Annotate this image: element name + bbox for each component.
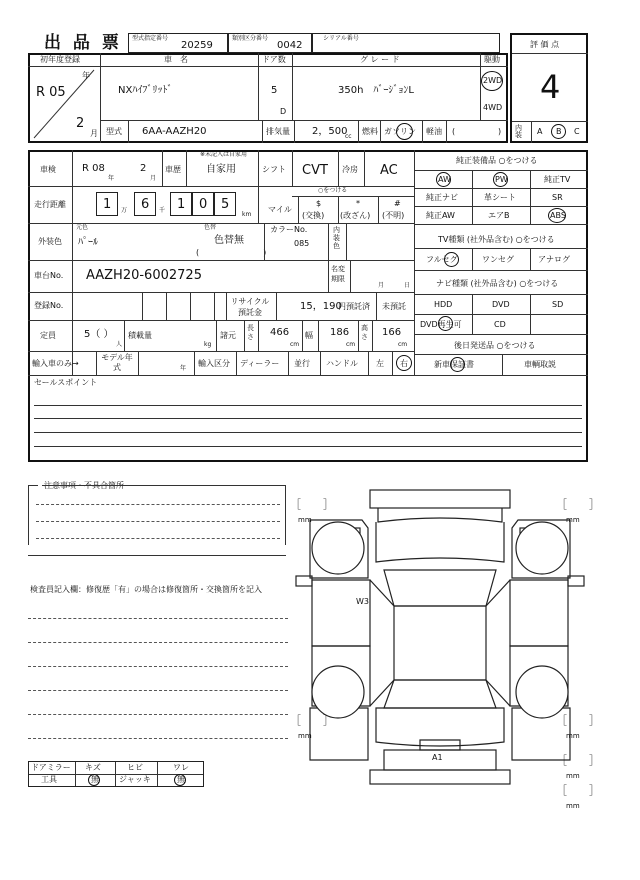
width-unit: cm: [346, 341, 356, 348]
mileage-circle-note: ○をつける: [318, 187, 348, 194]
mileage-man: 万: [121, 207, 128, 214]
drive-label: 駆動: [484, 55, 500, 64]
exterior-label: 外装色: [38, 237, 62, 246]
mileage-kaizan: (改ざん): [340, 211, 371, 220]
shaken-label: 車検: [40, 165, 56, 174]
import-type-label: 輸入区分: [198, 359, 230, 368]
digit-text: 6: [141, 197, 150, 212]
tv-oneseg: ワンセグ: [482, 255, 514, 264]
equip-abs-circle: [548, 208, 566, 223]
damage-mark-a1: A1: [432, 753, 443, 762]
mileage-digit-2: [134, 192, 156, 216]
navi-dvd: DVD: [492, 300, 510, 309]
drive-2wd-circle: [481, 71, 503, 91]
ruibetsu-value: 0042: [277, 40, 303, 51]
mileage-digit-4: [192, 192, 214, 216]
katashiki-box: [128, 33, 228, 53]
tools-value-circle: [88, 774, 100, 786]
naigai-a: A: [537, 127, 543, 136]
digit-text: 1: [177, 197, 186, 212]
notes-label: 注意事項・不具合箇所: [44, 481, 124, 490]
naigai-b: B: [556, 127, 562, 136]
naigai-label: 内装: [515, 124, 522, 139]
height-unit: cm: [398, 341, 408, 348]
first-reg-month: 2: [76, 116, 85, 131]
aircon: AC: [380, 163, 398, 178]
mileage-digit-3: [170, 192, 192, 216]
history-label: 車歴: [165, 165, 181, 174]
ruibetsu-box: [228, 33, 312, 53]
damage-mark-w3: W3: [356, 597, 369, 606]
ruibetsu-label: 類別区分番号: [232, 35, 269, 42]
navi-cd: CD: [494, 320, 506, 329]
bracket-rear-right-2: ［ ］: [556, 754, 600, 767]
capacity-label: 定員: [40, 331, 56, 340]
hibi-label: ヒビ: [127, 763, 143, 772]
capacity: 5（ ）: [84, 329, 114, 340]
height-label: 高さ: [361, 324, 368, 341]
length: 466: [270, 327, 290, 338]
equipment-title: 純正装備品 ○をつける: [456, 156, 538, 165]
diesel-label: 軽油: [426, 127, 442, 136]
original-color: ﾊﾟｰﾙ: [78, 237, 98, 248]
dims-label: 諸元: [220, 331, 236, 340]
bracket-front-right: ［ ］: [556, 498, 600, 511]
import-dealer: ディーラー: [240, 359, 280, 368]
load-unit: kg: [204, 341, 212, 348]
mileage-km: km: [242, 211, 252, 218]
car-name-label: 車 名: [164, 55, 188, 64]
displacement: 2，500: [312, 126, 348, 137]
serial-label: シリアル番号: [323, 35, 359, 42]
mileage-exchange-symbol: $: [316, 199, 322, 208]
bracket-rear-right-mm: mm: [566, 732, 580, 740]
digit-text: 1: [103, 197, 112, 212]
shift-label: シフト: [262, 165, 286, 174]
first-reg-era: R 05: [36, 85, 66, 100]
katashiki-label: 型式指定番号: [132, 35, 169, 42]
equip-tv: 純正TV: [544, 175, 571, 184]
interior-color-label: 内装色: [333, 226, 340, 250]
later-warranty-circle: [450, 357, 465, 372]
import-parallel: 並行: [294, 359, 310, 368]
model: 6AA-AAZH20: [142, 126, 207, 137]
page-title: 出 品 票: [44, 33, 122, 53]
jack-value: 無: [177, 775, 185, 784]
ware-label: ワレ: [173, 763, 189, 772]
history: 自家用: [206, 164, 236, 175]
bracket-bottom: ［ ］: [556, 784, 600, 797]
drive-4wd: 4WD: [483, 103, 503, 112]
score-value: 4: [540, 68, 561, 106]
capacity-unit: 人: [116, 341, 123, 348]
length-label: 長さ: [247, 324, 254, 341]
equip-aw: AW: [438, 175, 451, 184]
recycle-amount: 15，190: [300, 301, 342, 312]
digit-text: 5: [221, 197, 230, 212]
chassis-label: 車台No.: [34, 271, 64, 280]
grade: 350h ﾊﾞｰｼﾞｮﾝL: [338, 85, 414, 96]
tv-title: TV種類 (社外品含む) ○をつける: [438, 235, 555, 244]
handle-right-circle: [396, 355, 412, 371]
inspector-label: 検査員記入欄：修復歴「有」の場合は修復箇所・交換箇所を記入: [30, 585, 262, 594]
score-box: [510, 33, 588, 143]
fuel-gasoline: ガソリン: [384, 127, 416, 136]
fuel-gasoline-circle: [396, 123, 413, 140]
aircon-label: 冷房: [342, 165, 358, 174]
tools-label: 工具: [41, 775, 57, 784]
fuel-label: 燃料: [362, 127, 378, 136]
equip-sr: SR: [552, 193, 563, 202]
equip-abs: ABS: [550, 211, 566, 220]
later-title: 後日発送品 ○をつける: [454, 341, 536, 350]
later-manual: 車輌取説: [524, 360, 556, 369]
navi-sd: SD: [552, 300, 564, 309]
import-label: 輸入車のみ→: [32, 359, 79, 368]
handle-right: 右: [400, 359, 408, 368]
car-damage-diagram: [290, 470, 600, 820]
equip-aw2: 純正AW: [426, 211, 455, 220]
navi-title: ナビ種類 (社外品含む) ○をつける: [436, 279, 559, 288]
equip-navi: 純正ナビ: [426, 193, 458, 202]
reg-label: 登録No.: [34, 301, 64, 310]
bracket-bottom-mm: mm: [566, 802, 580, 810]
mileage-digit-5: [214, 192, 236, 216]
doors-label: ドア数: [262, 55, 286, 64]
serial-box: [312, 33, 500, 53]
height: 166: [382, 327, 402, 338]
navi-dvdplay: DVD再生可: [420, 320, 462, 329]
mileage-sen: 千: [159, 207, 166, 214]
shaken-era: R 08: [82, 163, 105, 174]
kizu-label: キズ: [85, 763, 101, 772]
recycle-suffix: 円預託済: [338, 302, 370, 311]
drive-2wd: 2WD: [483, 76, 503, 85]
displacement-label: 排気量: [266, 127, 290, 136]
tv-fullseg-circle: [444, 252, 459, 267]
bracket-rear-left-mm: mm: [298, 732, 312, 740]
mileage-digit-1: [96, 192, 118, 216]
shift: CVT: [302, 163, 328, 178]
paint-paren: ( ): [196, 248, 267, 257]
first-reg-year-unit: 年: [82, 71, 90, 80]
bracket-front-left: ［ ］: [290, 498, 334, 511]
shaken-month-unit: 月: [150, 175, 157, 182]
tv-analog: アナログ: [538, 255, 570, 264]
navi-dvdplay-circle: [438, 316, 453, 331]
recycle-label: リサイクル預託金: [230, 297, 270, 317]
shaken-year-unit: 年: [108, 175, 115, 182]
shaken-month: 2: [140, 163, 147, 174]
mileage-fumei: (不明): [382, 211, 405, 220]
model-year-label: モデル年式: [101, 353, 133, 372]
naigai-b-circle: [551, 124, 566, 139]
car-name: NXﾊｲﾌﾞﾘｯﾄﾞ: [118, 85, 173, 96]
color-no-label: カラーNo.: [270, 225, 308, 234]
diesel-paren-close: ): [498, 127, 502, 136]
mileage-fumei-symbol: #: [394, 199, 401, 208]
equip-pw: PW: [495, 175, 508, 184]
bracket-front-right-mm: mm: [566, 516, 580, 524]
bracket-front-left-mm: mm: [298, 516, 312, 524]
jack-label: ジャッキ: [119, 775, 151, 784]
first-reg-month-unit: 月: [90, 129, 98, 138]
handle-left: 左: [376, 359, 384, 368]
displacement-unit: cc: [345, 133, 352, 140]
later-warranty: 新車保証書: [434, 360, 474, 369]
bracket-rear-left: ［ ］: [290, 714, 334, 727]
tools-table: [28, 761, 204, 787]
navi-hdd: HDD: [434, 300, 453, 309]
expiry-month: 月: [378, 282, 385, 289]
original-color-label: 元色: [76, 224, 89, 231]
mileage-kaizan-symbol: *: [356, 199, 360, 208]
equipment-panel: [414, 150, 588, 375]
grade-label: グ レ ー ド: [360, 55, 400, 64]
mirror-label: ドアミラー: [31, 763, 71, 772]
first-reg-label: 初年度登録: [40, 55, 80, 64]
color-no: 085: [294, 239, 310, 248]
equip-aw-circle: [436, 172, 451, 187]
mileage-mile: マイル: [268, 205, 292, 214]
equip-pw-circle: [493, 172, 508, 187]
width-label: 幅: [305, 331, 313, 340]
expiry-label: 名変期限: [331, 265, 345, 283]
handle-label: ハンドル: [326, 359, 358, 368]
mileage-label: 走行距離: [34, 200, 66, 209]
model-label: 型式: [106, 127, 122, 136]
doors: 5: [271, 85, 278, 96]
length-unit: cm: [290, 341, 300, 348]
model-year-unit: 年: [180, 365, 187, 372]
equip-leather: 革シート: [484, 193, 516, 202]
sales-label: セールスポイント: [34, 378, 98, 387]
load-label: 積載量: [128, 331, 152, 340]
diesel-paren-open: (: [452, 127, 456, 136]
history-note: ※未記入は自家用: [200, 151, 248, 158]
expiry-day: 日: [404, 282, 411, 289]
mileage-exchange: (交換): [302, 211, 325, 220]
bracket-rear-right: ［ ］: [556, 714, 600, 727]
recycle-unpaid: 未預託: [382, 302, 406, 311]
bracket-rear-right-2-mm: mm: [566, 772, 580, 780]
equip-airbag: エアB: [488, 211, 510, 220]
score-label: 評 価 点: [530, 40, 560, 49]
naigai-c: C: [574, 127, 580, 136]
jack-value-circle: [174, 774, 186, 786]
door-type: D: [280, 107, 287, 116]
paint-label: 色替: [204, 224, 217, 231]
paint: 色替無: [214, 235, 244, 246]
chassis: AAZH20-6002725: [86, 268, 202, 283]
tools-value: 無: [91, 775, 99, 784]
tv-fullseg: フルセグ: [426, 255, 458, 264]
width: 186: [330, 327, 350, 338]
digit-text: 0: [199, 197, 208, 212]
katashiki-value: 20259: [181, 40, 213, 51]
